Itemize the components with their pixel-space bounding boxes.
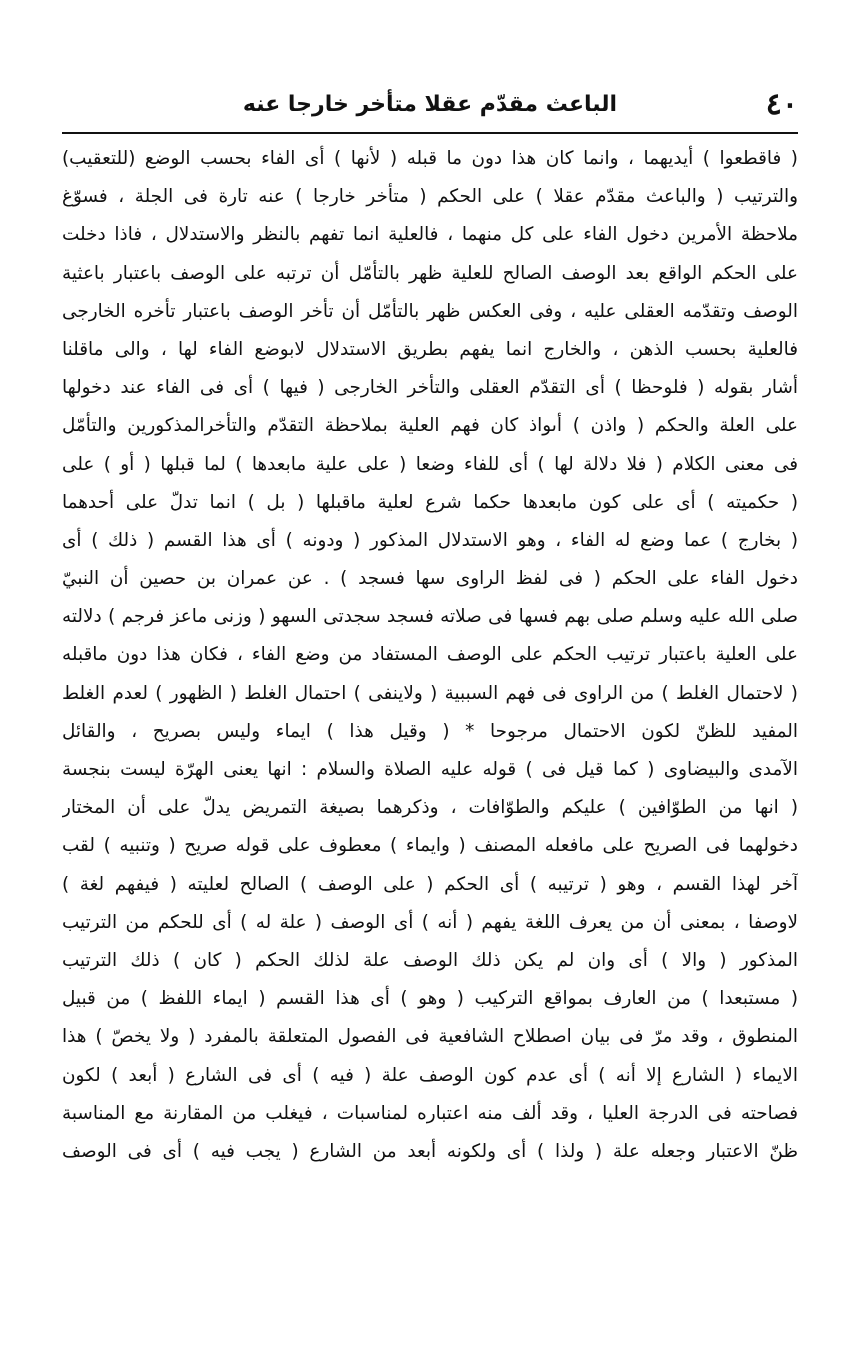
page-number: ٤٠ [765,87,798,122]
text-line: على العلية باعتبار ترتيب الحكم على الوصف المستفاد من وضع الفاء ، فكان هذا دون ماقبله [62,644,798,666]
text-line: والترتيب ( والباعث مقدّم عقلا ) على الحكم ( متأخر خارجا ) عنه تارة فى الجلة ، فسوّغ [62,186,798,208]
text-line: صلى الله عليه وسلم صلى بهم فسها فى صلاته فسجد سجدتى السهو ( وزنى ماعز فرجم ) دلالته [62,606,798,628]
text-line: الآمدى والبيضاوى ( كما قيل فى ) قوله عليه الصلاة والسلام : انها يعنى الهرّة ليست بنجسة [62,759,798,780]
text-line: ( بخارج ) عما وضع له الفاء ، وهو الاستدلال المذكور ( ودونه ) أى هذا القسم ( ذلك ) أى [62,529,798,551]
text-line: دخول الفاء على الحكم ( فى لفظ الراوى سها فسجد ) . عن عمران بن حصين أن النبيّ [62,568,798,590]
text-line: ( لاحتمال الغلط ) من الراوى فى فهم السببية ( ولاينفى ) احتمال الغلط ( الظهور ) لعدم الغلط [62,682,798,704]
text-line: على الحكم الواقع بعد الوصف الصالح للعلية ظهر بالتأمّل أن ترتبه على الوصف باعتبار باعثية [62,262,798,284]
text-line: لاوصفا ، بمعنى أن من يعرف اللغة يفهم ( أنه ) أى الوصف ( علة له ) أى للحكم من الترتيب [62,911,798,933]
text-line: ( حكميته ) أى على كون مابعدها حكما شرع لعلية ماقبلها ( بل ) انما تدلّ على أحدهما [62,491,798,513]
text-line: المفيد للظنّ لكون الاحتمال مرجوحا * ( وقيل هذا ) ايماء وليس بصريح ، والقائل [62,720,798,742]
text-line: فالعلية بحسب الذهن ، والخارج انما يفهم بطريق الاستدلال لابوضع الفاء لها ، والى ماقلنا [62,338,798,360]
text-line: الايماء ( الشارع إلا أنه ) أى عدم كون الوصف علة ( فيه ) أى فى الشارع ( أبعد ) لكون [62,1064,798,1086]
header-rule [62,132,798,134]
running-title: الباعث مقدّم عقلا متأخر خارجا عنه [242,92,618,117]
text-line: آخر لهذا القسم ، وهو ( ترتيبه ) أى الحكم ( على الوصف ) الصالح لعليته ( فيفهم لغة ) [62,873,798,895]
body-text [62,140,798,1171]
text-line: فى معنى الكلام ( فلا دلالة لها ) أى للفاء وضعا ( على علية مابعدها ) لما قبلها ( أو ) على [62,453,798,475]
text-line: ظنّ الاعتبار وجعله علة ( ولذا ) أى ولكونه أبعد من الشارع ( يجب فيه ) أى فى الوصف [62,1140,798,1162]
text-line: الوصف وتقدّمه العقلى عليه ، وفى العكس ظهر بالتأمّل أن تأخر الوصف باعتبار تأخره الخارجى [62,300,798,322]
page-header [62,86,798,128]
text-line: ملاحظة الأمرين دخول الفاء على كل منهما ، فالعلية انما تفهم بالنظر والاستدلال ، فاذا دخلت [62,224,798,246]
text-line: المنطوق ، وقد مرّ فى بيان اصطلاح الشافعية فى الفصول المتعلقة بالمفرد ( ولا يخصّ ) هذا [62,1026,798,1048]
text-line: ( انها من الطوّافين ) عليكم والطوّافات ، وذكرهما بصيغة التمريض يدلّ على أن المختار [62,797,798,819]
text-line: دخولهما فى الصريح على مافعله المصنف ( وايماء ) معطوف على قوله صريح ( وتنبيه ) لقب [62,835,798,857]
text-line: أشار بقوله ( فلوحظا ) أى التقدّم العقلى والتأخر الخارجى ( فيها ) أى فى الفاء عند دخولها [62,377,798,399]
text-line: على العلة والحكم ( واذن ) أىواذ كان فهم العلية بملاحظة التقدّم والتأخرالمذكورين والتأمّل [62,415,798,437]
text-line: فصاحته فى الدرجة العليا ، وقد ألف منه اعتباره لمناسبات ، فيغلب من المقارنة مع المناسبة [62,1102,798,1124]
text-line: ( فاقطعوا ) أيديهما ، وانما كان هذا دون ما قبله ( لأنها ) أى الفاء بحسب الوضع (للتعقيب) [62,148,798,169]
text-line: المذكور ( والا ) أى وان لم يكن ذلك الوصف علة لذلك الحكم ( كان ) ذلك الترتيب [62,949,798,971]
text-line: ( مستبعدا ) من العارف بمواقع التركيب ( وهو ) أى هذا القسم ( ايماء اللفظ ) من قبيل [62,988,798,1010]
